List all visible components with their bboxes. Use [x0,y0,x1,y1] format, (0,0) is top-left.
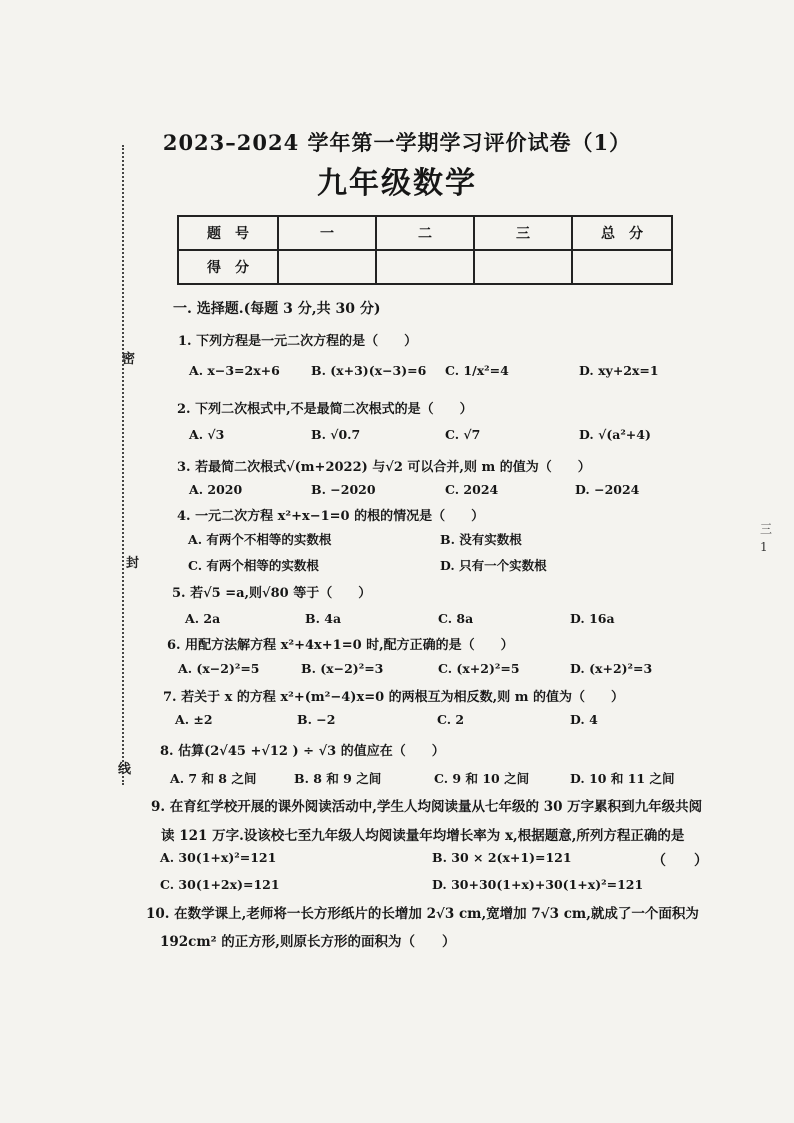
right-edge-mark: 1 [760,540,768,554]
question-3-option-b: B. −2020 [311,482,376,497]
question-9-option-d: D. 30+30(1+x)+30(1+x)²=121 [432,877,644,892]
exam-title: 2023–2024 学年第一学期学习评价试卷（1） [162,130,632,155]
question-5-stem: 5. 若√5 =a,则√80 等于（ ） [172,586,372,601]
question-1-option-d: D. xy+2x=1 [579,363,659,378]
question-2-option-a: A. √3 [189,427,225,442]
question-9-option-b: B. 30 × 2(x+1)=121 [432,850,572,865]
question-8-option-a: A. 7 和 8 之间 [170,771,257,786]
question-9-answer-paren: （ ） [652,853,708,869]
score-table-header-row [178,216,672,250]
question-1-option-b: B. (x+3)(x−3)=6 [311,363,427,378]
question-5-option-b: B. 4a [305,611,342,626]
question-3-option-a: A. 2020 [189,482,243,497]
question-10-stem-line2: 192cm² 的正方形,则原长方形的面积为（ ） [160,934,456,950]
question-6-stem: 6. 用配方法解方程 x²+4x+1=0 时,配方正确的是（ ） [167,638,514,653]
question-2-option-b: B. √0.7 [311,427,361,442]
score-table-score-row [178,250,672,284]
question-5-option-d: D. 16a [570,611,615,626]
question-1-option-c: C. 1/x²=4 [445,363,509,378]
question-8-option-d: D. 10 和 11 之间 [570,771,675,786]
question-2-option-c: C. √7 [445,427,481,442]
score-table [177,215,673,285]
margin-char-mi: 密 [122,352,136,367]
score-row-label: 得 分 [178,250,278,284]
question-7-option-b: B. −2 [297,712,336,727]
question-6-option-a: A. (x−2)²=5 [178,661,260,676]
question-8-option-b: B. 8 和 9 之间 [294,771,382,786]
question-7-stem: 7. 若关于 x 的方程 x²+(m²−4)x=0 的两根互为相反数,则 m 的值为（ ） [163,690,624,705]
question-4-option-a: A. 有两个不相等的实数根 [188,532,332,547]
question-9-option-a: A. 30(1+x)²=121 [160,850,277,865]
score-cell[interactable] [376,250,474,284]
question-8-option-c: C. 9 和 10 之间 [434,771,530,786]
question-5-option-c: C. 8a [438,611,474,626]
question-7-option-d: D. 4 [570,712,598,727]
question-2-option-d: D. √(a²+4) [579,427,651,442]
question-1-option-a: A. x−3=2x+6 [189,363,280,378]
question-4-option-b: B. 没有实数根 [440,532,522,547]
subject-title: 九年级数学 [317,166,477,201]
question-1-stem: 1. 下列方程是一元二次方程的是（ ） [178,334,418,349]
right-edge-mark: 三 [760,522,773,536]
question-6-option-b: B. (x−2)²=3 [301,661,384,676]
question-10-stem-line1: 10. 在数学课上,老师将一长方形纸片的长增加 2√3 cm,宽增加 7√3 cm,就成了一个面积为 [146,906,699,922]
question-3-option-d: D. −2024 [575,482,640,497]
score-table-header: 题 号 [178,216,278,250]
score-table-header: 二 [376,216,474,250]
question-8-stem: 8. 估算(2√45 +√12 ) ÷ √3 的值应在（ ） [160,744,445,759]
margin-char-xian: 线 [118,762,132,777]
question-4-stem: 4. 一元二次方程 x²+x−1=0 的根的情况是（ ） [177,509,485,524]
question-7-option-a: A. ±2 [175,712,213,727]
question-2-stem: 2. 下列二次根式中,不是最简二次根式的是（ ） [177,402,473,417]
score-table-header: 一 [278,216,376,250]
binding-line [122,145,124,785]
margin-char-feng: 封 [126,556,140,571]
question-9-option-c: C. 30(1+2x)=121 [160,877,280,892]
question-6-option-d: D. (x+2)²=3 [570,661,653,676]
score-table-header: 三 [474,216,572,250]
score-cell[interactable] [278,250,376,284]
question-5-option-a: A. 2a [185,611,221,626]
question-4-option-c: C. 有两个相等的实数根 [188,558,319,573]
question-7-option-c: C. 2 [437,712,465,727]
question-4-option-d: D. 只有一个实数根 [440,558,547,573]
score-table-header: 总 分 [572,216,672,250]
question-9-stem-line2: 读 121 万字.设该校七至九年级人均阅读量年均增长率为 x,根据题意,所列方程正确的是 [161,828,685,844]
question-3-option-c: C. 2024 [445,482,499,497]
question-9-stem-line1: 9. 在育红学校开展的课外阅读活动中,学生人均阅读量从七年级的 30 万字累积到九年级共阅 [151,799,703,815]
score-cell[interactable] [572,250,672,284]
question-3-stem: 3. 若最简二次根式√(m+2022) 与√2 可以合并,则 m 的值为（ ） [177,460,591,475]
question-6-option-c: C. (x+2)²=5 [438,661,520,676]
score-cell[interactable] [474,250,572,284]
section-title: 一. 选择题.(每题 3 分,共 30 分) [173,301,381,317]
